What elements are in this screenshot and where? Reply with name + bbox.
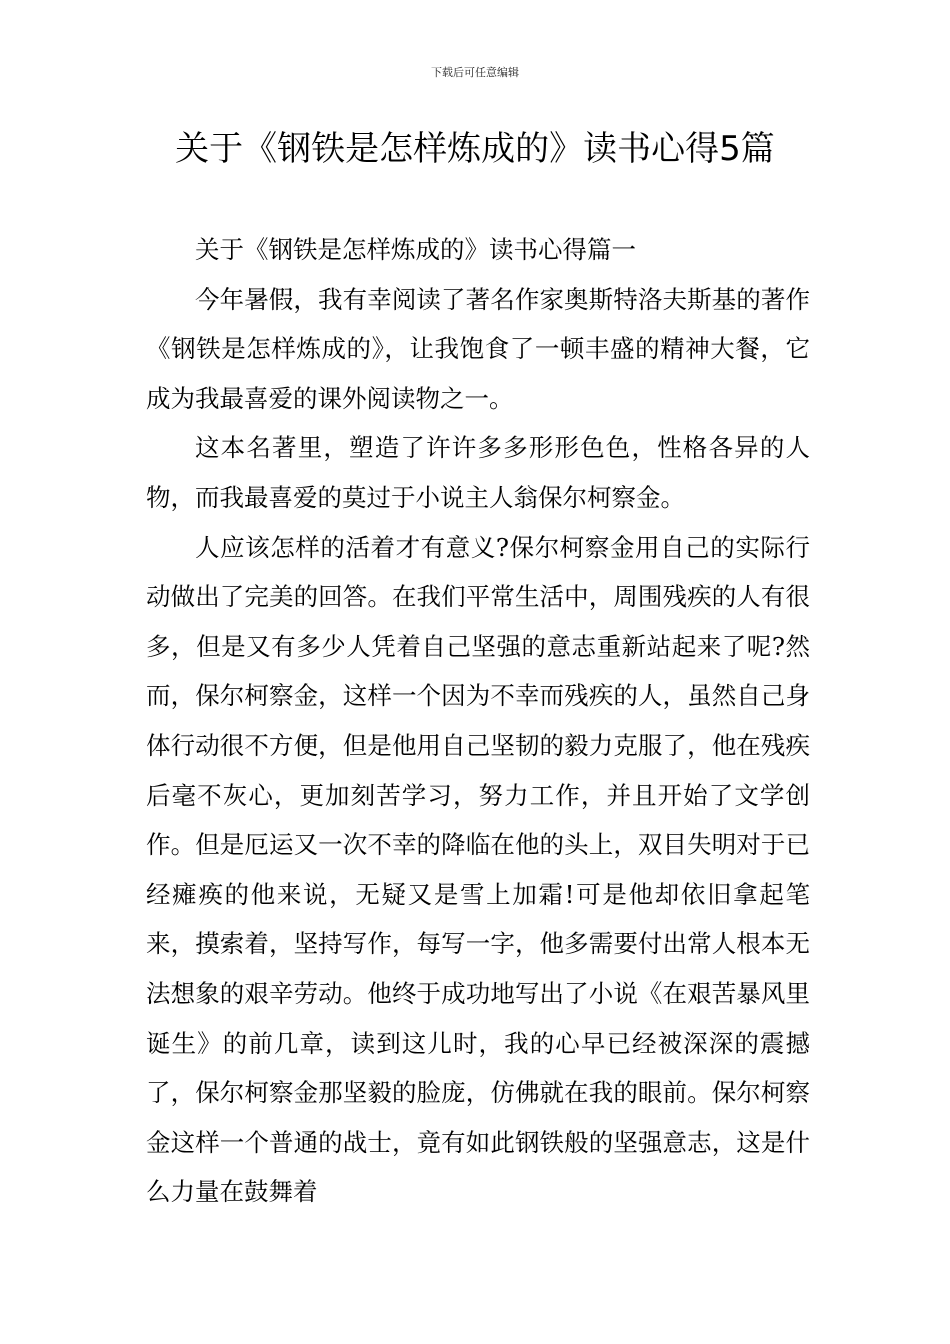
header-note: 下载后可任意编辑 [431,66,519,79]
paragraph-3: 人应该怎样的活着才有意义?保尔柯察金用自己的实际行动做出了完美的回答。在我们平常生活中，周围残疾的人有很多，但是又有多少人凭着自己坚强的意志重新站起来了呢?然而，保尔柯察金，这样一个因为不幸而残疾的人，虽然自己身体行动很不方便，但是他用自己坚韧的毅力克服了，他在残疾后毫不灰心，更加刻苦学习，努力工作，并且开始了文学创作。但是厄运又一次不幸的降临在他的头上，双目失明对于已经瘫痪的他来说，无疑又是雪上加霜!可是他却依旧拿起笔来，摸索着，坚持写作，每写一字，他多需要付出常人根本无法想象的艰辛劳动。他终于成功地写出了小说《在艰苦暴风里诞生》的前几章，读到这儿时，我的心早已经被深深的震撼了，保尔柯察金那坚毅的脸庞，仿佛就在我的眼前。保尔柯察金这样一个普通的战士，竟有如此钢铁般的坚强意志，这是什么力量在鼓舞着 [146,532,810,1207]
paragraph-2: 这本名著里，塑造了许许多多形形色色，性格各异的人物，而我最喜爱的莫过于小说主人翁保尔柯察金。 [146,433,810,512]
section-heading: 关于《钢铁是怎样炼成的》读书心得篇一 [195,235,636,264]
paragraph-1: 今年暑假，我有幸阅读了著名作家奥斯特洛夫斯基的著作《钢铁是怎样炼成的》，让我饱食了一顿丰盛的精神大餐，它成为我最喜爱的课外阅读物之一。 [146,284,810,413]
document-body [146,225,810,1217]
document-title: 关于《钢铁是怎样炼成的》读书心得5篇 [175,129,775,169]
